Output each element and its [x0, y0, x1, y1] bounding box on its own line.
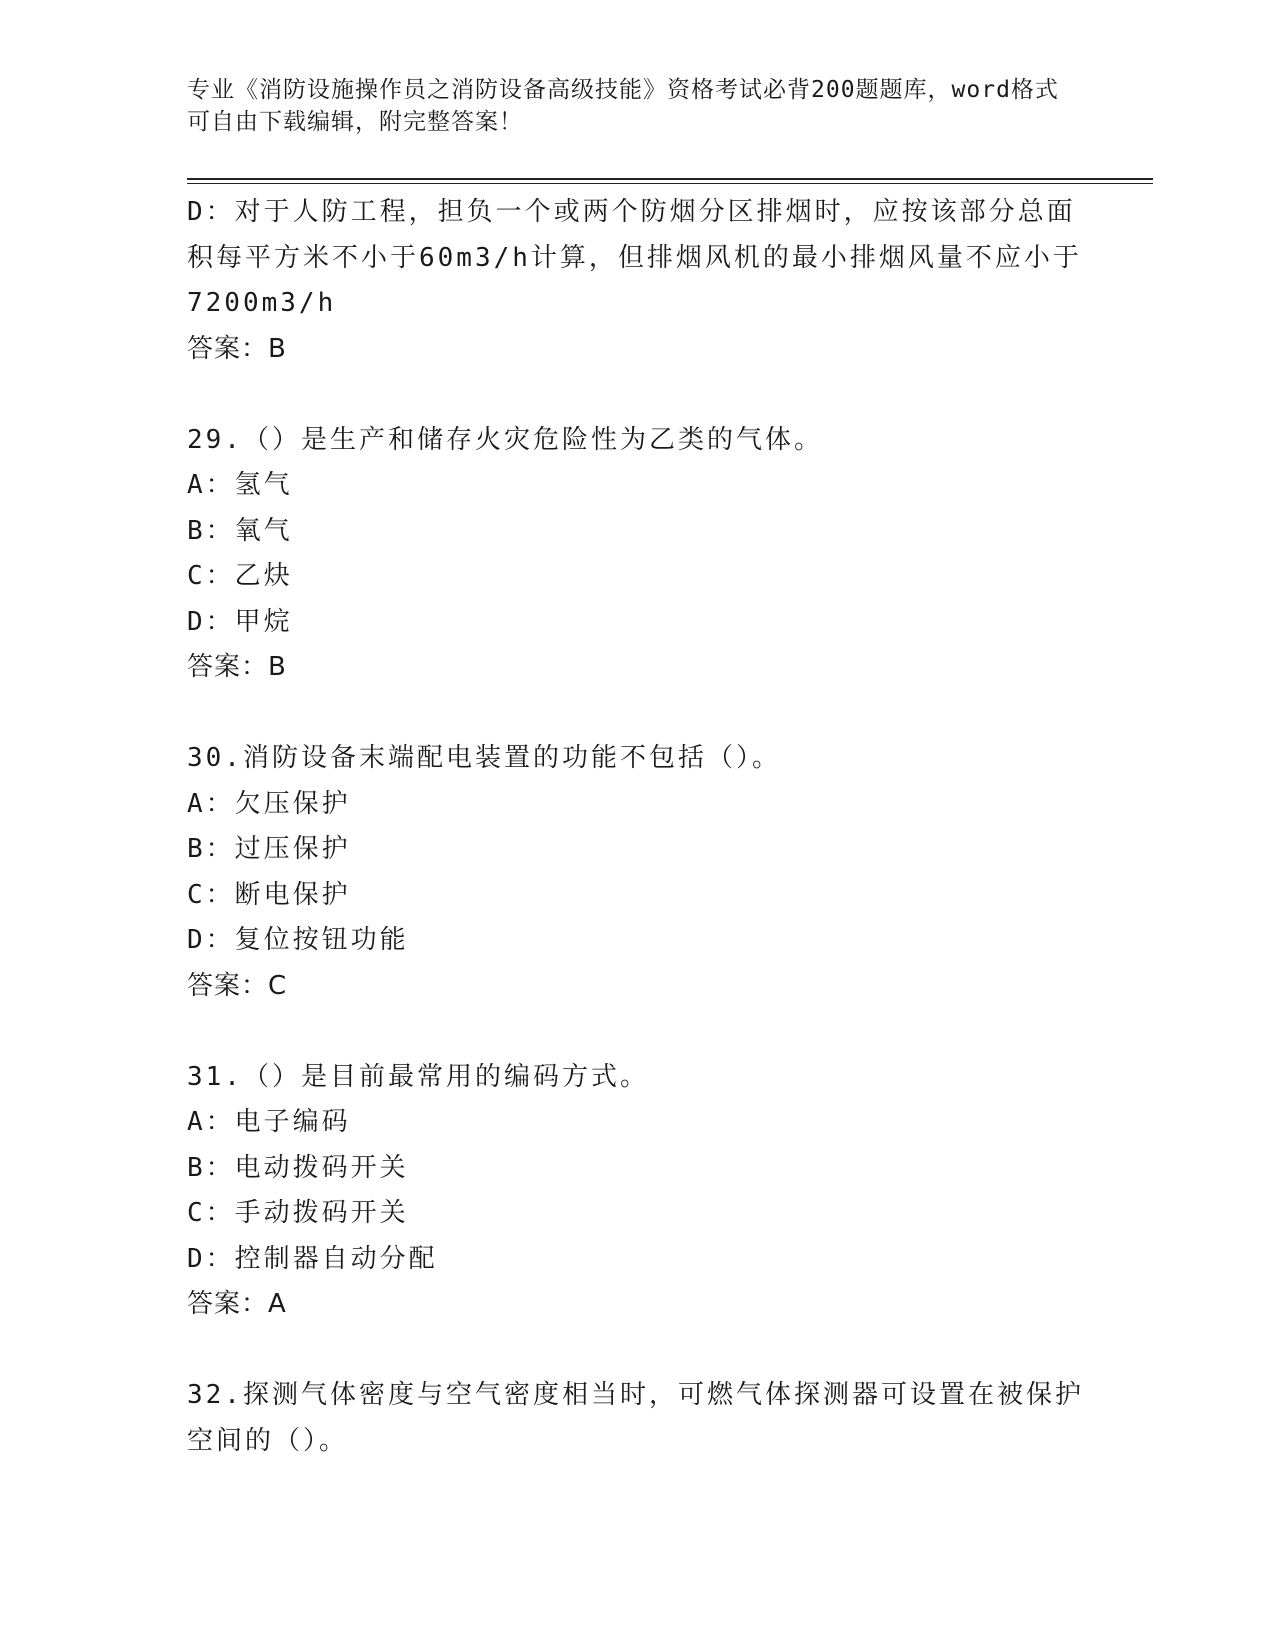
question-stem: 31.（）是目前最常用的编码方式。 — [187, 1061, 649, 1092]
answer-line: 答案：C — [187, 970, 288, 1001]
option-a: A：氢气 — [187, 470, 293, 500]
option-a: A：欠压保护 — [187, 788, 351, 819]
option-a: A：电子编码 — [187, 1107, 351, 1137]
answer-line: 答案：B — [187, 652, 287, 682]
option-d: D：复位按钮功能 — [187, 925, 409, 955]
option-d: D：控制器自动分配 — [187, 1243, 438, 1274]
question-29 — [187, 418, 1087, 691]
spacer — [187, 1009, 1087, 1055]
spacer — [187, 691, 1087, 737]
question-list — [187, 190, 1087, 1464]
previous-question-tail — [187, 190, 1087, 372]
question-stem: 29.（）是生产和储存火灾危险性为乙类的气体。 — [187, 424, 823, 455]
question-stem: 30.消防设备末端配电装置的功能不包括（）。 — [187, 743, 781, 773]
option-c: C：手动拨码开关 — [187, 1198, 409, 1228]
option-c: C：乙炔 — [187, 561, 293, 591]
option-b: B：过压保护 — [187, 834, 351, 864]
option-d: D：对于人防工程，担负一个或两个防烟分区排烟时，应按该部分总面积每平方米不小于60m3/h计算，但排烟风机的最小排烟风量不应小于7200m3/h — [187, 197, 1082, 318]
document-header-title: 专业《消防设施操作员之消防设备高级技能》资格考试必背200题题库，word格式可自由下载编辑，附完整答案！ — [187, 77, 1059, 135]
option-d: D：甲烷 — [187, 606, 293, 637]
question-30 — [187, 736, 1087, 1009]
spacer — [187, 1328, 1087, 1374]
option-c: C：断电保护 — [187, 879, 351, 910]
spacer — [187, 372, 1087, 418]
option-b: B：氧气 — [187, 515, 293, 546]
option-b: B：电动拨码开关 — [187, 1152, 409, 1183]
answer-line: 答案：B — [187, 333, 287, 364]
question-stem: 32.探测气体密度与空气密度相当时，可燃气体探测器可设置在被保护空间的（）。 — [187, 1380, 1084, 1456]
question-31 — [187, 1055, 1087, 1328]
question-32 — [187, 1373, 1087, 1464]
answer-line: 答案：A — [187, 1289, 287, 1319]
header-divider — [187, 178, 1153, 184]
